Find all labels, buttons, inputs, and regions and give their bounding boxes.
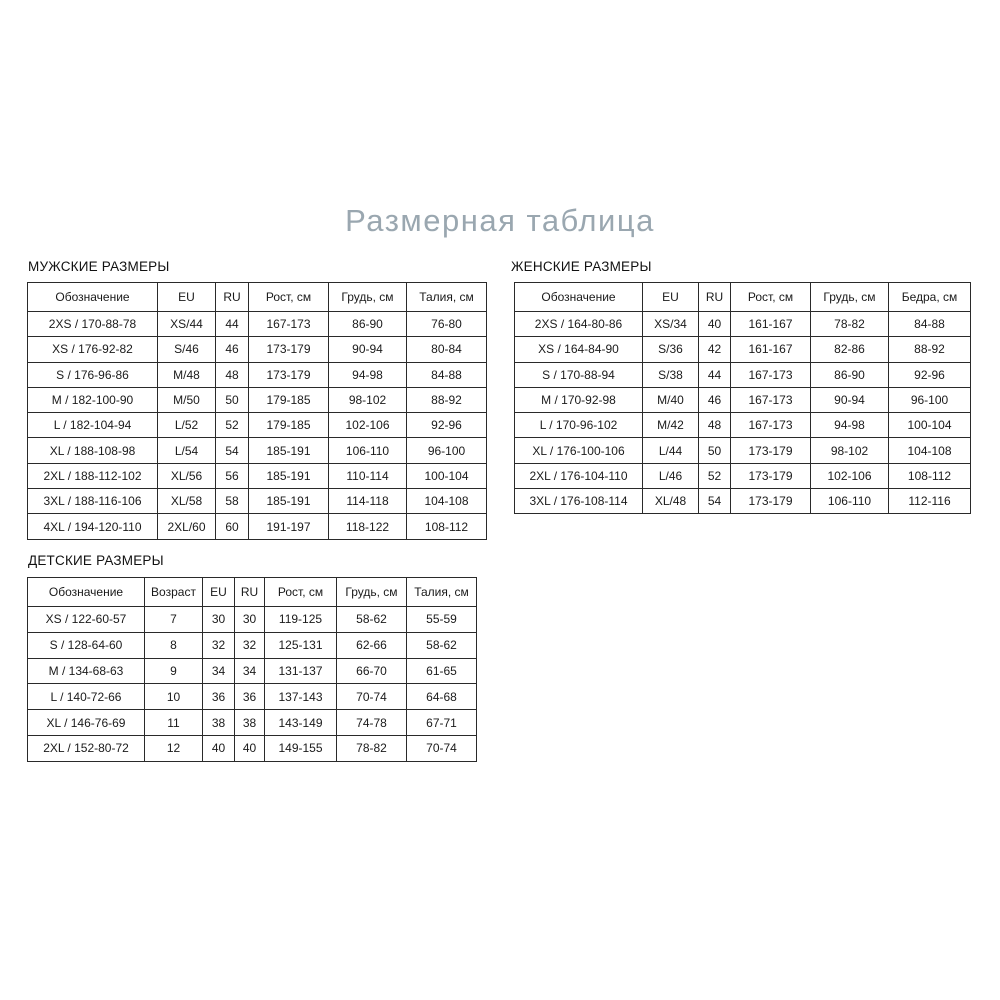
table-cell: 114-118 — [329, 489, 407, 514]
table-cell: 90-94 — [811, 387, 889, 412]
column-header: Грудь, см — [337, 578, 407, 607]
table-cell: 56 — [216, 463, 249, 488]
table-cell: 82-86 — [811, 337, 889, 362]
table-cell: 60 — [216, 514, 249, 539]
table-cell: 42 — [699, 337, 731, 362]
table-cell: 100-104 — [889, 413, 971, 438]
table-row — [515, 413, 971, 438]
table-cell: 40 — [203, 735, 235, 761]
table-cell: 185-191 — [249, 438, 329, 463]
table-cell: 84-88 — [889, 312, 971, 337]
table-cell: M/50 — [158, 387, 216, 412]
table-cell: 2XL / 176-104-110 — [515, 463, 643, 488]
table-cell: 62-66 — [337, 632, 407, 658]
table-cell: 78-82 — [337, 735, 407, 761]
table-cell: 118-122 — [329, 514, 407, 539]
column-header: Талия, см — [407, 578, 477, 607]
table-cell: S / 176-96-86 — [28, 362, 158, 387]
table-cell: 7 — [145, 607, 203, 633]
table-cell: 30 — [203, 607, 235, 633]
table-cell: 98-102 — [811, 438, 889, 463]
column-header: Грудь, см — [329, 283, 407, 312]
table-cell: 161-167 — [731, 337, 811, 362]
table-cell: 8 — [145, 632, 203, 658]
column-header: RU — [216, 283, 249, 312]
table-row — [28, 362, 487, 387]
table-cell: 67-71 — [407, 710, 477, 736]
table-cell: 40 — [235, 735, 265, 761]
table-cell: 173-179 — [731, 438, 811, 463]
table-cell: L / 140-72-66 — [28, 684, 145, 710]
table-cell: 10 — [145, 684, 203, 710]
table-cell: XL/48 — [643, 489, 699, 514]
table-cell: XL/56 — [158, 463, 216, 488]
table-header-row — [515, 283, 971, 312]
table-cell: 112-116 — [889, 489, 971, 514]
table-cell: L/52 — [158, 413, 216, 438]
table-cell: 98-102 — [329, 387, 407, 412]
table-cell: 106-110 — [811, 489, 889, 514]
table-cell: 94-98 — [329, 362, 407, 387]
table-cell: M / 134-68-63 — [28, 658, 145, 684]
table-cell: 125-131 — [265, 632, 337, 658]
table-cell: 104-108 — [889, 438, 971, 463]
table-cell: 34 — [235, 658, 265, 684]
table-cell: 167-173 — [731, 387, 811, 412]
table-cell: 185-191 — [249, 489, 329, 514]
table-cell: 2XS / 164-80-86 — [515, 312, 643, 337]
table-cell: 50 — [216, 387, 249, 412]
men-size-table — [27, 282, 487, 540]
table-row — [515, 463, 971, 488]
table-cell: 167-173 — [731, 413, 811, 438]
table-cell: 102-106 — [329, 413, 407, 438]
column-header: Рост, см — [731, 283, 811, 312]
table-cell: 54 — [216, 438, 249, 463]
table-cell: 44 — [699, 362, 731, 387]
table-cell: 40 — [699, 312, 731, 337]
table-cell: 11 — [145, 710, 203, 736]
table-cell: XS / 164-84-90 — [515, 337, 643, 362]
table-cell: 38 — [203, 710, 235, 736]
table-cell: 143-149 — [265, 710, 337, 736]
table-cell: 92-96 — [889, 362, 971, 387]
column-header: EU — [158, 283, 216, 312]
table-cell: XS / 122-60-57 — [28, 607, 145, 633]
table-cell: L / 182-104-94 — [28, 413, 158, 438]
table-row — [28, 607, 477, 633]
table-row — [28, 413, 487, 438]
table-cell: 74-78 — [337, 710, 407, 736]
table-cell: 92-96 — [407, 413, 487, 438]
table-cell: 48 — [216, 362, 249, 387]
table-cell: 185-191 — [249, 463, 329, 488]
table-cell: 86-90 — [329, 312, 407, 337]
table-row — [28, 438, 487, 463]
table-row — [28, 312, 487, 337]
table-cell: XS/44 — [158, 312, 216, 337]
table-cell: 173-179 — [731, 489, 811, 514]
table-cell: XL / 146-76-69 — [28, 710, 145, 736]
table-cell: 55-59 — [407, 607, 477, 633]
table-cell: 66-70 — [337, 658, 407, 684]
column-header: EU — [643, 283, 699, 312]
table-cell: 61-65 — [407, 658, 477, 684]
table-cell: 58-62 — [337, 607, 407, 633]
column-header: Рост, см — [249, 283, 329, 312]
table-cell: 100-104 — [407, 463, 487, 488]
column-header: Обозначение — [28, 283, 158, 312]
table-cell: S / 128-64-60 — [28, 632, 145, 658]
table-row — [28, 514, 487, 539]
table-cell: XS/34 — [643, 312, 699, 337]
table-cell: 96-100 — [407, 438, 487, 463]
table-cell: L/46 — [643, 463, 699, 488]
table-cell: 64-68 — [407, 684, 477, 710]
table-cell: 80-84 — [407, 337, 487, 362]
table-cell: 58 — [216, 489, 249, 514]
table-cell: 9 — [145, 658, 203, 684]
table-cell: 34 — [203, 658, 235, 684]
table-cell: 88-92 — [407, 387, 487, 412]
column-header: Обозначение — [515, 283, 643, 312]
table-cell: 108-112 — [889, 463, 971, 488]
table-cell: M / 170-92-98 — [515, 387, 643, 412]
table-cell: 88-92 — [889, 337, 971, 362]
table-cell: 52 — [216, 413, 249, 438]
table-cell: 173-179 — [249, 337, 329, 362]
table-cell: M/40 — [643, 387, 699, 412]
table-cell: S/46 — [158, 337, 216, 362]
table-cell: 4XL / 194-120-110 — [28, 514, 158, 539]
table-cell: 36 — [235, 684, 265, 710]
table-cell: 2XL / 188-112-102 — [28, 463, 158, 488]
table-cell: 161-167 — [731, 312, 811, 337]
table-row — [28, 684, 477, 710]
column-header: EU — [203, 578, 235, 607]
table-header-row — [28, 578, 477, 607]
table-cell: 84-88 — [407, 362, 487, 387]
column-header: RU — [235, 578, 265, 607]
column-header: Бедра, см — [889, 283, 971, 312]
men-heading: МУЖСКИЕ РАЗМЕРЫ — [28, 259, 170, 274]
table-cell: 96-100 — [889, 387, 971, 412]
column-header: Возраст — [145, 578, 203, 607]
table-cell: L / 170-96-102 — [515, 413, 643, 438]
table-row — [28, 658, 477, 684]
table-cell: 86-90 — [811, 362, 889, 387]
table-row — [515, 362, 971, 387]
table-cell: 46 — [216, 337, 249, 362]
table-cell: 131-137 — [265, 658, 337, 684]
table-cell: 32 — [203, 632, 235, 658]
table-cell: 32 — [235, 632, 265, 658]
table-row — [28, 337, 487, 362]
table-cell: XS / 176-92-82 — [28, 337, 158, 362]
table-cell: 104-108 — [407, 489, 487, 514]
table-cell: 90-94 — [329, 337, 407, 362]
column-header: Талия, см — [407, 283, 487, 312]
table-cell: 2XS / 170-88-78 — [28, 312, 158, 337]
table-cell: 173-179 — [249, 362, 329, 387]
table-cell: 76-80 — [407, 312, 487, 337]
table-cell: S / 170-88-94 — [515, 362, 643, 387]
table-cell: XL / 188-108-98 — [28, 438, 158, 463]
table-cell: 70-74 — [337, 684, 407, 710]
table-cell: XL / 176-100-106 — [515, 438, 643, 463]
table-row — [515, 312, 971, 337]
table-cell: 179-185 — [249, 413, 329, 438]
table-row — [28, 735, 477, 761]
women-size-table — [514, 282, 971, 514]
women-heading: ЖЕНСКИЕ РАЗМЕРЫ — [511, 259, 652, 274]
table-cell: 38 — [235, 710, 265, 736]
table-cell: 167-173 — [731, 362, 811, 387]
table-cell: 46 — [699, 387, 731, 412]
table-row — [28, 489, 487, 514]
table-cell: 191-197 — [249, 514, 329, 539]
table-cell: 94-98 — [811, 413, 889, 438]
table-cell: 36 — [203, 684, 235, 710]
table-cell: 102-106 — [811, 463, 889, 488]
table-cell: M / 182-100-90 — [28, 387, 158, 412]
column-header: Обозначение — [28, 578, 145, 607]
table-row — [515, 489, 971, 514]
table-cell: 12 — [145, 735, 203, 761]
table-cell: 106-110 — [329, 438, 407, 463]
table-row — [28, 463, 487, 488]
table-cell: M/48 — [158, 362, 216, 387]
table-cell: 78-82 — [811, 312, 889, 337]
table-cell: 50 — [699, 438, 731, 463]
table-cell: L/54 — [158, 438, 216, 463]
table-cell: 167-173 — [249, 312, 329, 337]
table-cell: 48 — [699, 413, 731, 438]
table-row — [28, 632, 477, 658]
table-row — [515, 438, 971, 463]
table-cell: 137-143 — [265, 684, 337, 710]
table-row — [28, 387, 487, 412]
table-cell: S/38 — [643, 362, 699, 387]
table-cell: 119-125 — [265, 607, 337, 633]
table-cell: 54 — [699, 489, 731, 514]
table-row — [515, 337, 971, 362]
table-cell: 3XL / 188-116-106 — [28, 489, 158, 514]
kids-heading: ДЕТСКИЕ РАЗМЕРЫ — [28, 553, 164, 568]
table-header-row — [28, 283, 487, 312]
table-cell: 3XL / 176-108-114 — [515, 489, 643, 514]
table-cell: S/36 — [643, 337, 699, 362]
table-row — [28, 710, 477, 736]
column-header: Грудь, см — [811, 283, 889, 312]
table-cell: 58-62 — [407, 632, 477, 658]
table-cell: 173-179 — [731, 463, 811, 488]
table-cell: 2XL / 152-80-72 — [28, 735, 145, 761]
table-cell: L/44 — [643, 438, 699, 463]
table-cell: 149-155 — [265, 735, 337, 761]
table-cell: 110-114 — [329, 463, 407, 488]
table-cell: 70-74 — [407, 735, 477, 761]
page-title: Размерная таблица — [345, 203, 655, 238]
column-header: RU — [699, 283, 731, 312]
table-cell: 44 — [216, 312, 249, 337]
table-cell: 179-185 — [249, 387, 329, 412]
table-cell: M/42 — [643, 413, 699, 438]
table-cell: 52 — [699, 463, 731, 488]
kids-size-table — [27, 577, 477, 762]
table-cell: 2XL/60 — [158, 514, 216, 539]
table-cell: XL/58 — [158, 489, 216, 514]
table-cell: 30 — [235, 607, 265, 633]
table-row — [515, 387, 971, 412]
column-header: Рост, см — [265, 578, 337, 607]
table-cell: 108-112 — [407, 514, 487, 539]
